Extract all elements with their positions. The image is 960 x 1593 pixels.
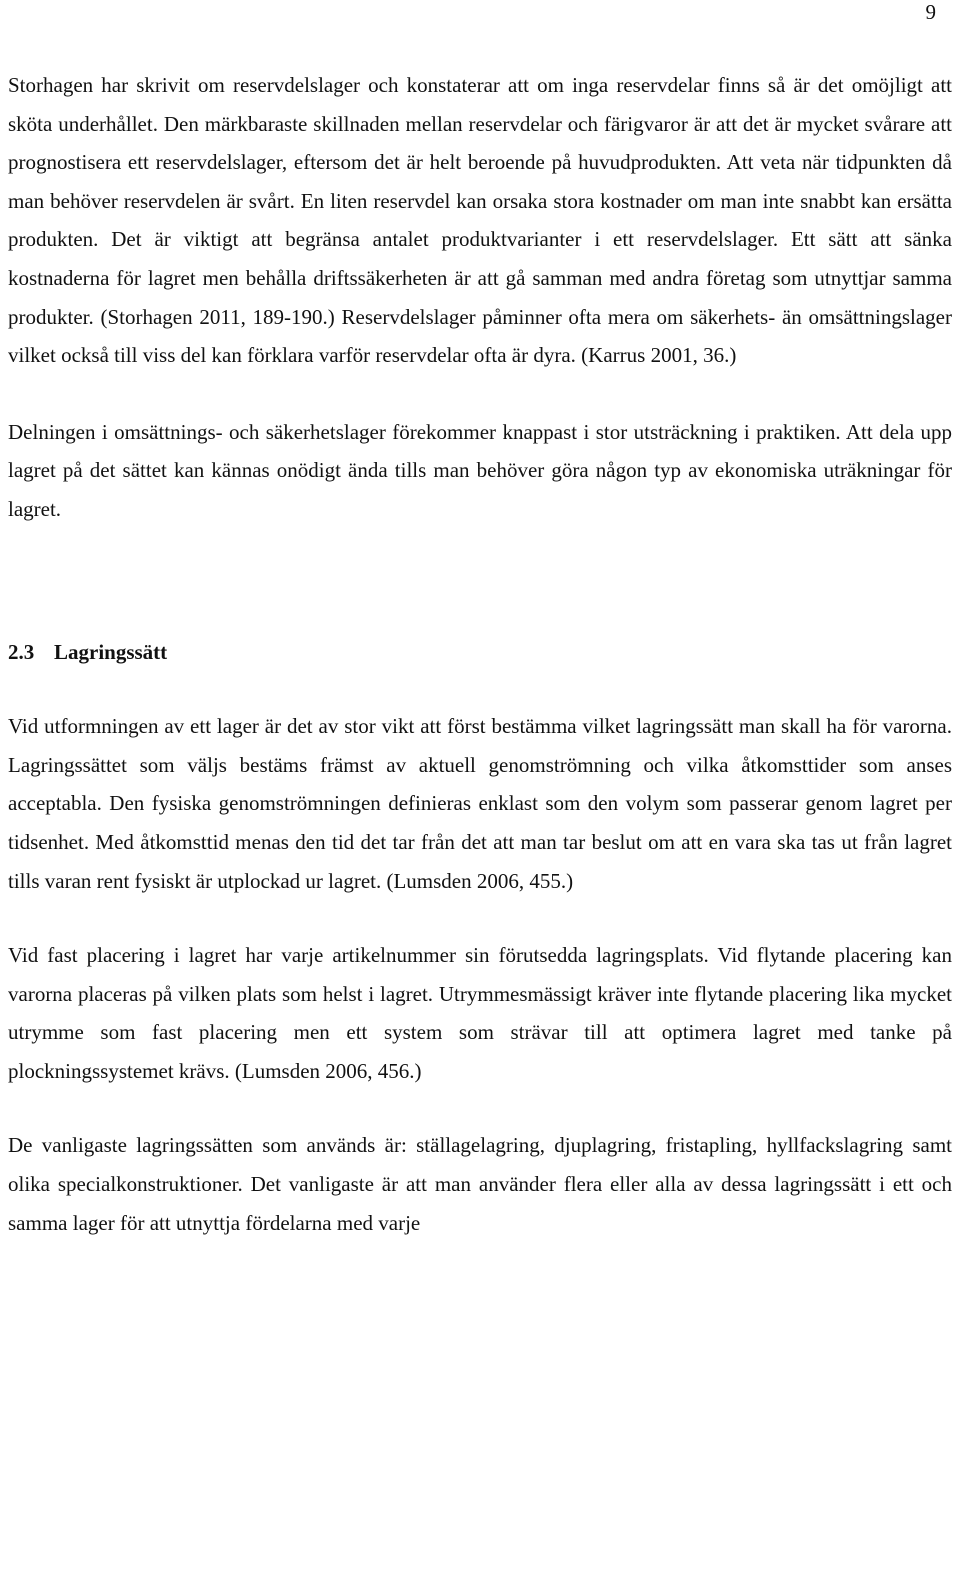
section-heading [8,633,952,672]
page-body [8,66,952,1242]
paragraph-reservdelslager: Storhagen har skrivit om reservdelslager och konstaterar att om inga reservdelar finns så är det omöjligt att sköta underhållet. Den märkbaraste skillnaden mellan reservdelar och färigvaror är att det är mycket svårare att prognostisera ett reservdelslager, eftersom det är helt beroende på huvudprodukten. Att veta när tidpunkten då man behöver reservdelen är svårt. En liten reservdel kan orsaka stora kostnader om man inte snabbt kan ersätta produkten. Det är viktigt att begränsa antalet produktvarianter i ett reservdelslager. Ett sätt att sänka kostnaderna för lagret men behålla driftssäkerheten är att gå samman med andra företag som utnyttjar samma produkter. (Storhagen 2011, 189-190.) Reservdelslager påminner ofta mera om säkerhets- än omsättningslager vilket också till viss del kan förklara varför reservdelar ofta är dyra. (Karrus 2001, 36.) [8,73,952,368]
paragraph-delningen: Delningen i omsättnings- och säkerhetslager förekommer knappast i stor utsträckning i praktiken. Att dela upp lagret på det sättet kan kännas onödigt ända tills man behöver göra någon typ av ekonomiska uträkningar för lagret. [8,419,952,521]
page-number: 9 [925,0,936,24]
section-title: Lagringssätt [54,639,168,664]
paragraph-vanligaste-lagringssatten: De vanligaste lagringssätten som används är: ställagelagring, djuplagring, fristapling, hyllfackslagring samt olika specialkonstruktioner. Det vanligaste är att man använder flera eller alla av dessa lagringssätt i ett och samma lager för att utnyttja fördelarna med varje [8,1133,952,1235]
paragraph-fast-placering: Vid fast placering i lagret har varje artikelnummer sin förutsedda lagringsplats. Vid flytande placering kan varorna placeras på vilken plats som helst i lagret. Utrymmesmässigt kräver inte flytande placering lika mycket utrymme som fast placering men ett system som strävar till att optimera lagret med tanke på plockningssystemet krävs. (Lumsden 2006, 456.) [8,943,952,1083]
paragraph-utformningen: Vid utformningen av ett lager är det av stor vikt att först bestämma vilket lagringssätt man skall ha för varorna. Lagringssättet som väljs bestäms främst av aktuell genomströmning och vilka åtkomsttider som anses acceptabla. Den fysiska genomströmningen definieras enklast som den volym som passerar genom lagret per tidsenhet. Med åtkomsttid menas den tid det tar från det att man tar beslut om att en vara ska tas ut från lagret tills varan rent fysiskt är utplockad ur lagret. (Lumsden 2006, 455.) [8,714,952,893]
section-number: 2.3 [8,639,35,664]
